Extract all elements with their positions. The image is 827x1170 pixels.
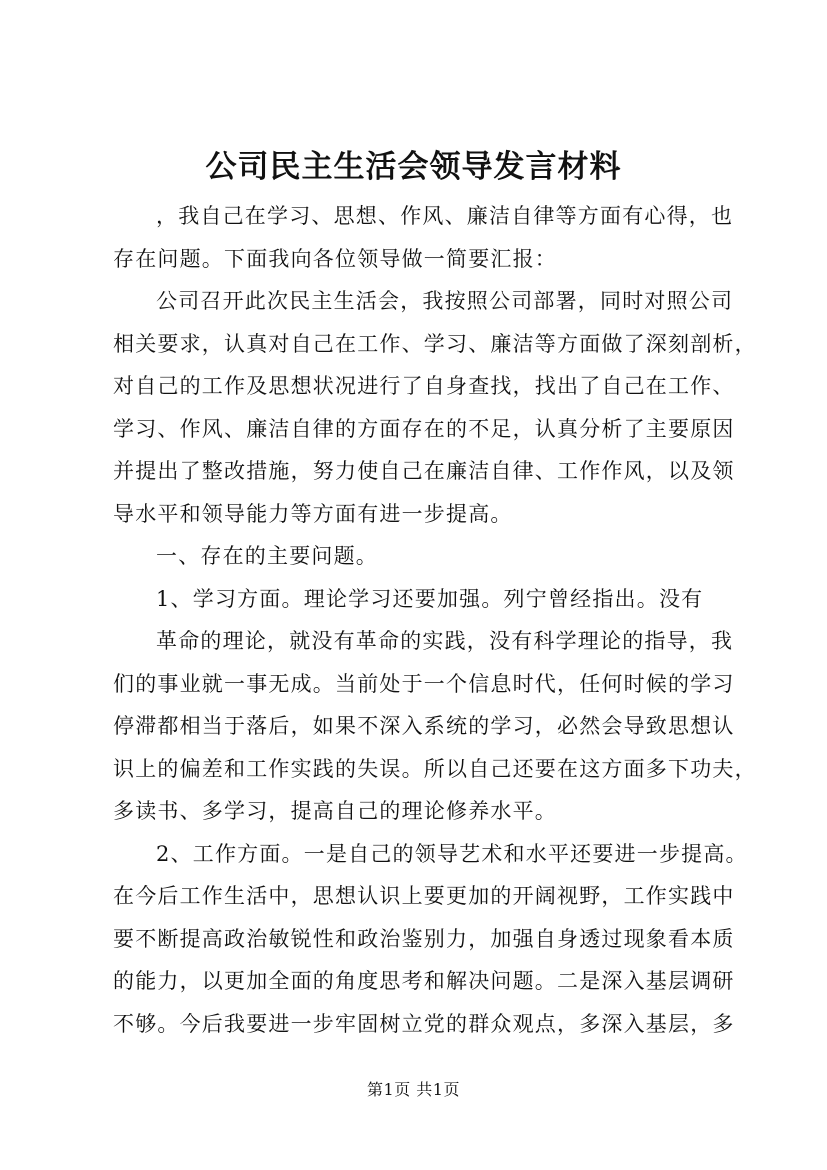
body-line: 1、学习方面。理论学习还要加强。列宁曾经指出。没有: [156, 586, 704, 611]
body-line: 存在问题。下面我向各位领导做一简要汇报：: [113, 246, 557, 271]
document-title: 公司民主生活会领导发言材料: [205, 149, 622, 185]
body-line: 公司召开此次民主生活会，我按照公司部署，同时对照公司: [156, 289, 734, 313]
body-line: 对自己的工作及思想状况进行了自身查找，找出了自己在工作、: [113, 374, 735, 398]
body-line: ，我自己在学习、思想、作风、廉洁自律等方面有心得，也: [156, 204, 734, 228]
body-line: 不够。今后我要进一步牢固树立党的群众观点，多深入基层，多: [113, 1011, 735, 1036]
body-line: 多读书、多学习，提高自己的理论修养水平。: [113, 799, 557, 823]
body-line: 要不断提高政治敏锐性和政治鉴别力，加强自身透过现象看本质: [113, 926, 735, 951]
body-line: 导水平和领导能力等方面有进一步提高。: [113, 501, 513, 526]
body-line: 停滞都相当于落后，如果不深入系统的学习，必然会导致思想认: [113, 714, 735, 738]
body-line: 并提出了整改措施，努力使自己在廉洁自律、工作作风，以及领: [113, 459, 735, 483]
body-line: 学习、作风、廉洁自律的方面存在的不足，认真分析了主要原因: [113, 416, 735, 441]
body-line: 们的事业就一事无成。当前处于一个信息时代，任何时候的学习: [113, 671, 735, 696]
body-line: 的能力，以更加全面的角度思考和解决问题。二是深入基层调研: [113, 969, 735, 993]
body-line: 2、工作方面。一是自己的领导艺术和水平还要进一步提高。: [156, 841, 748, 866]
body-line: 一、存在的主要问题。: [156, 544, 378, 568]
body-line: 在今后工作生活中，思想认识上要更加的开阔视野，工作实践中: [113, 884, 735, 908]
body-line: 识上的偏差和工作实践的失误。所以自己还要在这方面多下功夫，: [113, 756, 757, 781]
document-body: [113, 195, 757, 1045]
body-line: 相关要求，认真对自己在工作、学习、廉洁等方面做了深刻剖析，: [113, 331, 757, 356]
body-line: 革命的理论，就没有革命的实践，没有科学理论的指导，我: [156, 629, 734, 653]
page-number-footer: 第1页 共1页: [367, 1080, 460, 1099]
